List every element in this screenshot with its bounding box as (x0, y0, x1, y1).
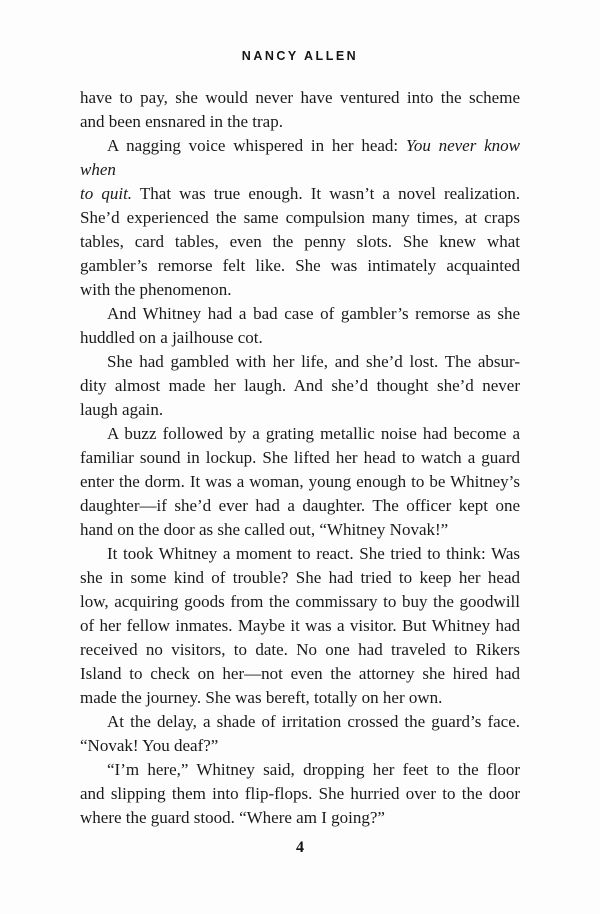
text-segment: At the delay, a shade of irritation crossed the guard’s face. (107, 712, 520, 731)
text-segment: received no visitors, to date. No one had traveled to Rikers (80, 640, 520, 659)
text-line (80, 278, 520, 302)
text-segment: “I’m here,” Whitney said, dropping her feet to the floor (107, 760, 520, 779)
text-segment: where the guard stood. “Where am I going?” (80, 808, 385, 827)
paragraph (80, 302, 520, 350)
text-segment: And Whitney had a bad case of gambler’s remorse as she (107, 304, 520, 323)
running-header: NANCY ALLEN (241, 49, 359, 63)
text-line (80, 590, 520, 614)
text-segment: familiar sound in lockup. She lifted her head to watch a guard (80, 448, 520, 467)
text-line (80, 782, 520, 806)
text-line (80, 350, 520, 374)
text-segment: That was true enough. It wasn’t a novel realization. (132, 184, 520, 203)
italic-text: to quit. (80, 184, 133, 203)
text-line (80, 254, 520, 278)
text-line (80, 662, 520, 686)
text-segment: daughter—if she’d ever had a daughter. The officer kept one (80, 496, 520, 515)
paragraph (80, 422, 520, 542)
text-line (80, 86, 520, 110)
text-segment: and slipping them into flip-flops. She hurried over to the door (80, 784, 520, 803)
text-segment: and been ensnared in the trap. (80, 112, 283, 131)
paragraph (80, 350, 520, 422)
text-line (80, 686, 520, 710)
text-segment: have to pay, she would never have ventured into the scheme (80, 88, 520, 107)
text-line (80, 614, 520, 638)
text-segment: She had gambled with her life, and she’d lost. The absur- (107, 352, 520, 371)
paragraph (80, 710, 520, 758)
text-line (80, 326, 520, 350)
text-line (80, 638, 520, 662)
text-segment: Island to check on her—not even the attorney she hired had (80, 664, 520, 683)
text-line (80, 230, 520, 254)
text-line (80, 758, 520, 782)
text-segment: enter the dorm. It was a woman, young enough to be Whitney’s (80, 472, 520, 491)
text-segment: gambler’s remorse felt like. She was intimately acquainted (80, 256, 520, 275)
text-line (80, 710, 520, 734)
paragraph (80, 134, 520, 302)
text-line (80, 134, 520, 182)
text-line (80, 470, 520, 494)
text-line (80, 518, 520, 542)
text-line (80, 806, 520, 830)
paragraph (80, 758, 520, 830)
body-text (80, 86, 520, 830)
text-line (80, 422, 520, 446)
paragraph (80, 86, 520, 134)
text-segment: She’d experienced the same compulsion many times, at craps (80, 208, 520, 227)
text-segment: dity almost made her laugh. And she’d thought she’d never (80, 376, 520, 395)
text-line (80, 542, 520, 566)
text-segment: A buzz followed by a grating metallic noise had become a (107, 424, 520, 443)
italic-text: You never know when (80, 136, 520, 179)
text-segment: of her fellow inmates. Maybe it was a visitor. But Whitney had (80, 616, 520, 635)
text-segment: with the phenomenon. (80, 280, 232, 299)
text-segment: laugh again. (80, 400, 164, 419)
text-line (80, 566, 520, 590)
text-segment: made the journey. She was bereft, totally on her own. (80, 688, 443, 707)
text-line (80, 734, 520, 758)
paragraph (80, 542, 520, 710)
text-line (80, 446, 520, 470)
text-segment: she in some kind of trouble? She had tried to keep her head (80, 568, 520, 587)
text-segment: hand on the door as she called out, “Whitney Novak!” (80, 520, 449, 539)
text-line (80, 182, 520, 206)
text-segment: A nagging voice whispered in her head: (107, 136, 406, 155)
text-segment: It took Whitney a moment to react. She tried to think: Was (107, 544, 520, 563)
text-line (80, 110, 520, 134)
text-segment: tables, card tables, even the penny slots. She knew what (80, 232, 520, 251)
text-line (80, 374, 520, 398)
text-line (80, 494, 520, 518)
text-line (80, 206, 520, 230)
text-line (80, 302, 520, 326)
text-line (80, 398, 520, 422)
text-segment: “Novak! You deaf?” (80, 736, 219, 755)
text-segment: low, acquiring goods from the commissary to buy the goodwill (80, 592, 520, 611)
page-number: 4 (296, 839, 304, 856)
text-segment: huddled on a jailhouse cot. (80, 328, 263, 347)
